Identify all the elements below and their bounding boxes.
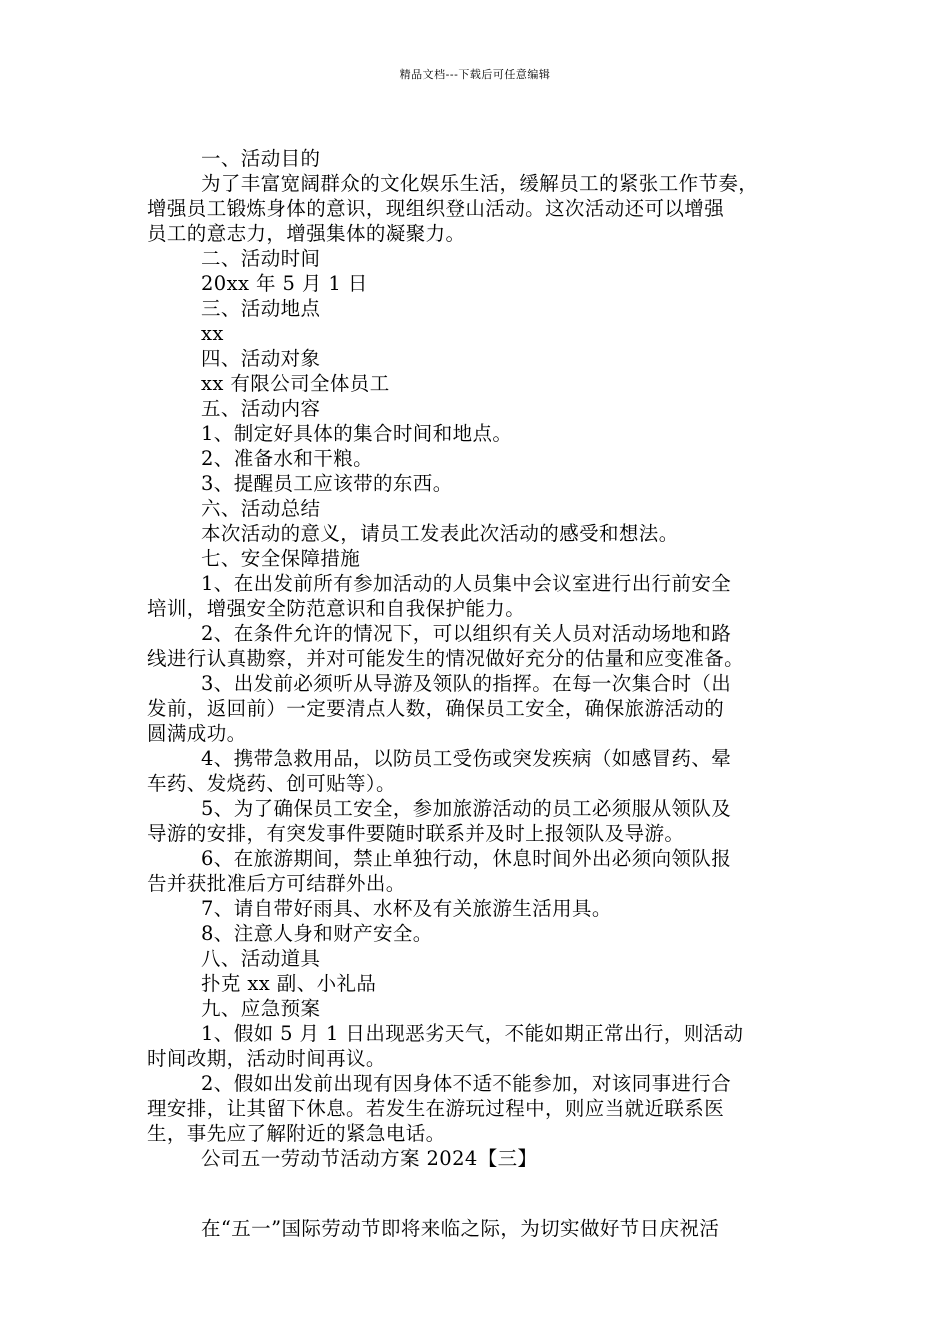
- list-item: 3、提醒员工应该带的东西。: [201, 472, 453, 495]
- section-heading: 七、安全保障措施: [201, 547, 361, 570]
- list-item: 8、注意人身和财产安全。: [201, 922, 433, 945]
- paragraph-line: 20xx 年 5 月 1 日: [201, 272, 368, 295]
- section-heading: 六、活动总结: [201, 497, 321, 520]
- blank-spacer: [147, 1171, 811, 1216]
- list-item-continuation: 理安排，让其留下休息。若发生在游玩过程中，则应当就近联系医: [147, 1097, 725, 1120]
- list-item-continuation: 告并获批准后方可结群外出。: [147, 872, 406, 895]
- list-item-continuation: 车药、发烧药、创可贴等）。: [147, 772, 396, 795]
- list-item-continuation: 时间改期，活动时间再议。: [147, 1047, 386, 1070]
- list-item: 4、携带急救用品，以防员工受伤或突发疾病（如感冒药、晕: [201, 747, 732, 770]
- section-heading: 二、活动时间: [201, 247, 321, 270]
- document-subtitle: 公司五一劳动节活动方案 2024【三】: [201, 1147, 538, 1170]
- list-item-continuation: 圆满成功。: [147, 722, 247, 745]
- list-item-continuation: 生，事先应了解附近的紧急电话。: [147, 1122, 446, 1145]
- list-item: 3、出发前必须听从导游及领队的指挥。在每一次集合时（出: [201, 672, 732, 695]
- document-body: [147, 146, 811, 1241]
- paragraph-line: 在“五一”国际劳动节即将来临之际，为切实做好节日庆祝活: [201, 1217, 720, 1240]
- list-item: 2、假如出发前出现有因身体不适不能参加，对该同事进行合: [201, 1072, 732, 1095]
- section-heading: 三、活动地点: [201, 297, 321, 320]
- list-item-continuation: 导游的安排，有突发事件要随时联系并及时上报领队及导游。: [147, 822, 685, 845]
- list-item: 1、假如 5 月 1 日出现恶劣天气，不能如期正常出行，则活动: [201, 1022, 744, 1045]
- paragraph-line: 扑克 xx 副、小礼品: [201, 972, 377, 995]
- paragraph-line: xx: [201, 322, 224, 345]
- section-heading: 四、活动对象: [201, 347, 321, 370]
- page-header: 精品文档---下载后可任意编辑: [399, 68, 551, 81]
- paragraph-line: 员工的意志力，增强集体的凝聚力。: [147, 222, 466, 245]
- section-heading: 九、应急预案: [201, 997, 321, 1020]
- paragraph-line: 增强员工锻炼身体的意识，现组织登山活动。这次活动还可以增强: [147, 197, 725, 220]
- section-heading: 五、活动内容: [201, 397, 321, 420]
- list-item-continuation: 线进行认真勘察，并对可能发生的情况做好充分的估量和应变准备。: [147, 647, 745, 670]
- section-heading: 一、活动目的: [201, 147, 321, 170]
- paragraph-line: xx 有限公司全体员工: [201, 372, 390, 395]
- list-item-continuation: 培训，增强安全防范意识和自我保护能力。: [147, 597, 526, 620]
- list-item: 1、制定好具体的集合时间和地点。: [201, 422, 513, 445]
- list-item: 5、为了确保员工安全，参加旅游活动的员工必须服从领队及: [201, 797, 732, 820]
- list-item: 2、在条件允许的情况下，可以组织有关人员对活动场地和路: [201, 622, 732, 645]
- section-heading: 八、活动道具: [201, 947, 321, 970]
- list-item: 6、在旅游期间，禁止单独行动，休息时间外出必须向领队报: [201, 847, 732, 870]
- list-item: 7、请自带好雨具、水杯及有关旅游生活用具。: [201, 897, 612, 920]
- paragraph-line: 本次活动的意义，请员工发表此次活动的感受和想法。: [201, 522, 679, 545]
- list-item-continuation: 发前，返回前）一定要清点人数，确保员工安全，确保旅游活动的: [147, 697, 725, 720]
- list-item: 1、在出发前所有参加活动的人员集中会议室进行出行前安全: [201, 572, 732, 595]
- list-item: 2、准备水和干粮。: [201, 447, 374, 470]
- paragraph-line: 为了丰富宽阔群众的文化娱乐生活，缓解员工的紧张工作节奏，: [201, 172, 759, 195]
